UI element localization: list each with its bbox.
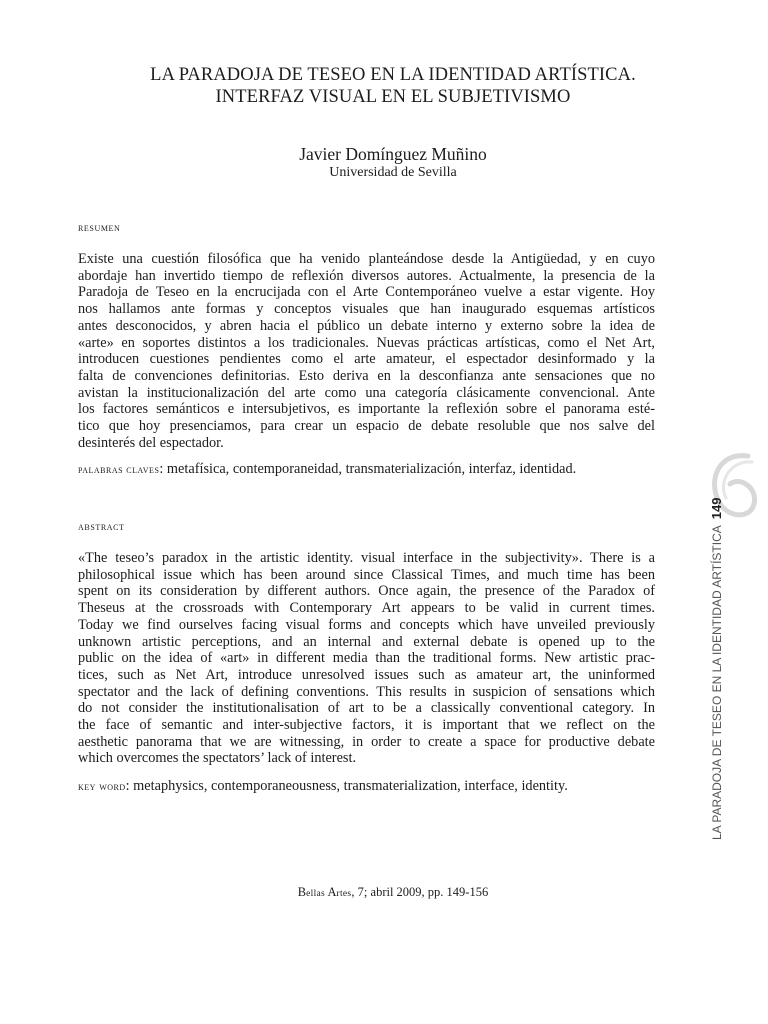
key-word-values: : metaphysics, contemporaneousness, transmaterialization, interface, identity.	[125, 778, 568, 794]
text-line: «The teseo’s paradox in the artistic identity. visual interface in the subjectivity». There is a	[78, 550, 655, 566]
text-line: Theseus at the crossroads with Contemporary Art appears to be valid in current times.	[78, 600, 655, 617]
running-head-title: LA PARADOJA DE TESEO EN LA IDENTIDAD ARTÍSTICA	[710, 525, 724, 840]
text-line: los factores semánticos e intersubjetivos, es importante la reflexión sobre el panorama esté-	[78, 401, 655, 418]
text-line: falta de convenciones definitorias. Esto deriva en la desconfianza ante sensaciones que no	[78, 367, 655, 384]
author-name: Javier Domínguez Muñino	[299, 144, 487, 164]
text-line: antes desconocidos, y abren hacia el público un debate interno y externo sobre la idea de	[78, 317, 655, 334]
text-line: Existe una cuestión filosófica que ha venido planteándose desde la Antigüedad, y en cuyo	[78, 251, 655, 267]
journal-footer	[60, 885, 726, 902]
text-line: the face of semantic and inter-subjective factors, it is important that we reflect on the	[78, 717, 655, 734]
page-number: 149	[709, 497, 724, 520]
resumen-heading: resumen	[78, 222, 121, 234]
abstract-text	[78, 550, 655, 767]
journal-name-b: B	[297, 885, 307, 899]
author-affiliation: Universidad de Sevilla	[329, 165, 457, 180]
abstract-heading: abstract	[78, 521, 125, 533]
text-line: Paradoja de Teseo en la encrucijada con el Arte Contemporáneo vuelve a estar vigente. Hoy	[78, 284, 655, 301]
keywords-values: : metafísica, contemporaneidad, transmaterialización, interfaz, identidad.	[159, 461, 577, 477]
journal-name-ellas: ellas	[306, 889, 326, 899]
text-line: do not consider the institutionalisation of art to be a classically conventional category. In	[78, 700, 655, 717]
text-line: unknown artistic perceptions, and an internal and external debate is opened up to the	[78, 633, 655, 650]
key-word-label: key word	[78, 781, 126, 793]
text-line: spent on its consideration by different authors. Once again, the presence of the Paradox of	[78, 583, 655, 600]
text-line: nos hallamos ante formas y conceptos visuales que han inaugurado esquemas artísticos	[78, 301, 655, 318]
text-line: philosophical issue which has been around since Classical Times, and much time has been	[78, 566, 655, 583]
title-line-1: LA PARADOJA DE TESEO EN LA IDENTIDAD ARTÍSTICA.	[150, 65, 636, 85]
journal-name-rtes: rtes	[336, 889, 352, 899]
text-line: «arte» en soportes distintos a los tradicionales. Nuevas prácticas artísticas, como el Net Art,	[78, 334, 655, 351]
title-line-2: INTERFAZ VISUAL EN EL SUBJETIVISMO	[215, 87, 571, 107]
resumen-text	[78, 251, 655, 451]
text-line: abordaje han invertido tiempo de reflexión diversos autores. Actualmente, la presencia de la	[78, 267, 655, 284]
citation-details: , 7; abril 2009, pp. 149-156	[351, 885, 489, 899]
text-line: public on the idea of «art» in different media than the traditional forms. New artistic prac-	[78, 650, 655, 667]
resumen-keywords	[78, 461, 678, 479]
text-line: spectator and the lack of defining conventions. This results in suspicion of sensations which	[78, 683, 655, 700]
keywords-label: palabras claves	[78, 464, 160, 476]
text-line: tices, such as Net Art, introduce unresolved issues such as amateur art, the uninformed	[78, 666, 655, 683]
text-line: aesthetic panorama that we are witnessing, in order to create a space for productive debate	[78, 733, 655, 750]
text-line: desinterés del espectador.	[78, 434, 224, 451]
abstract-keywords	[78, 778, 678, 796]
text-line: avistan la institucionalización del arte como una categoría clásicamente convencional. Ante	[78, 384, 655, 401]
text-line: Today we find ourselves facing visual forms and concepts which have unveiled previously	[78, 616, 655, 633]
text-line: tico que hoy presenciamos, para crear un espacio de debate resoluble que nos salve del	[78, 418, 655, 435]
article-title	[60, 64, 726, 108]
text-line: introducen cuestiones pendientes como el arte amateur, el espectador desinformado y la	[78, 351, 655, 368]
text-line: which overcomes the spectators’ lack of interest.	[78, 750, 357, 767]
running-head	[706, 497, 728, 840]
journal-name-a: A	[325, 885, 337, 899]
